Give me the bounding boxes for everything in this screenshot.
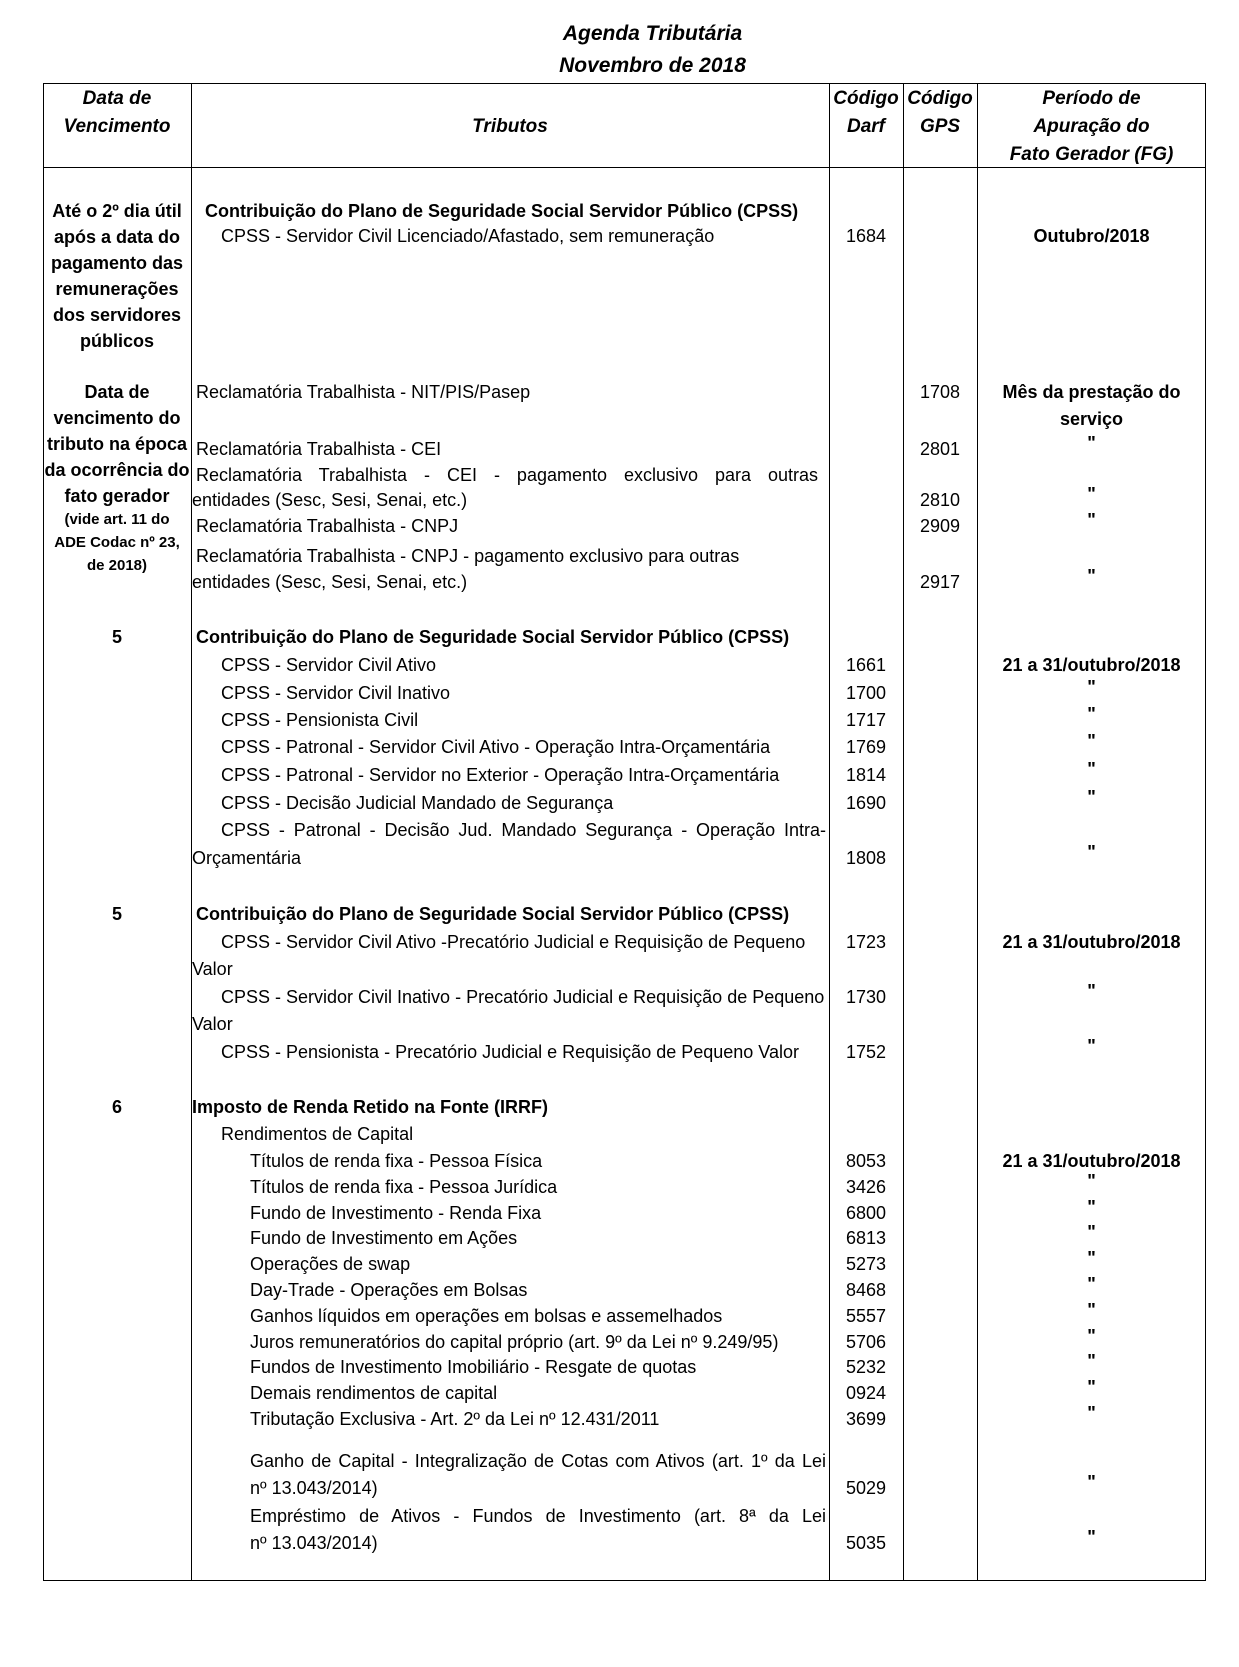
ditto-mark: " — [1087, 1377, 1096, 1397]
apuracao-period: Outubro/2018 — [1033, 226, 1150, 246]
darf-code: 1684 — [845, 226, 887, 246]
tax-description: CPSS - Pensionista - Precatório Judicial e Requisição de Pequeno Valor — [221, 1042, 799, 1062]
tax-description: Ganhos líquidos em operações em bolsas e assemelhados — [250, 1306, 723, 1326]
tax-description: CPSS - Servidor Civil Inativo - Precatório Judicial e Requisição de Pequeno — [221, 987, 825, 1007]
ditto-mark: " — [1087, 510, 1096, 530]
darf-code: 5232 — [845, 1357, 887, 1377]
ditto-mark: " — [1087, 1351, 1096, 1371]
tax-description: Day-Trade - Operações em Bolsas — [250, 1280, 528, 1300]
tax-description: Fundos de Investimento Imobiliário - Resgate de quotas — [250, 1357, 697, 1377]
due-date-cell: Data de vencimento do tributo na época da ocorrência do fato gerador — [44, 382, 190, 506]
darf-code: 5557 — [845, 1306, 887, 1326]
tax-description-cont: Valor — [192, 1014, 233, 1034]
ditto-mark: " — [1087, 1472, 1096, 1492]
section-heading: Contribuição do Plano de Seguridade Social Servidor Público (CPSS) — [196, 904, 790, 924]
darf-code: 1808 — [845, 848, 887, 868]
tax-description: CPSS - Patronal - Decisão Jud. Mandado Segurança - Operação Intra- — [221, 820, 826, 840]
apuracao-period: 21 a 31/outubro/2018 — [1002, 1151, 1181, 1171]
apuracao-period: 21 a 31/outubro/2018 — [1002, 655, 1181, 675]
darf-code: 1700 — [845, 683, 887, 703]
tax-description-cont: Orçamentária — [192, 848, 302, 868]
gps-code: 2909 — [919, 516, 961, 536]
ditto-mark: " — [1087, 842, 1096, 862]
darf-code: 1723 — [845, 932, 887, 952]
tax-description: CPSS - Patronal - Servidor no Exterior - Operação Intra-Orçamentária — [221, 765, 780, 785]
darf-code: 6813 — [845, 1228, 887, 1248]
ditto-mark: " — [1087, 759, 1096, 779]
tax-description: Demais rendimentos de capital — [250, 1383, 498, 1403]
due-date-cell: 5 — [111, 904, 122, 924]
section-heading: Contribuição do Plano de Seguridade Social Servidor Público (CPSS) — [196, 627, 790, 647]
darf-code: 5029 — [845, 1478, 887, 1498]
darf-code: 5273 — [845, 1254, 887, 1274]
header-periodo-apuracao: Período de Apuração do Fato Gerador (FG) — [1009, 88, 1174, 165]
tax-description: Títulos de renda fixa - Pessoa Jurídica — [250, 1177, 558, 1197]
gps-code: 2810 — [919, 490, 961, 510]
ditto-mark: " — [1087, 1326, 1096, 1346]
tax-description-cont: entidades (Sesc, Sesi, Senai, etc.) — [192, 490, 468, 510]
ditto-mark: " — [1087, 731, 1096, 751]
tax-description: Títulos de renda fixa - Pessoa Física — [250, 1151, 543, 1171]
ditto-mark: " — [1087, 787, 1096, 807]
ditto-mark: " — [1087, 433, 1096, 453]
subsection-heading: Rendimentos de Capital — [221, 1124, 414, 1144]
ditto-mark: " — [1087, 677, 1096, 697]
document-subtitle: Novembro de 2018 — [559, 54, 746, 77]
ditto-mark: " — [1087, 1527, 1096, 1547]
ditto-mark: " — [1087, 704, 1096, 724]
tax-description: CPSS - Pensionista Civil — [221, 710, 419, 730]
darf-code: 3699 — [845, 1409, 887, 1429]
ditto-mark: " — [1087, 1222, 1096, 1242]
tax-description: Fundo de Investimento em Ações — [250, 1228, 518, 1248]
due-date-cell: Até o 2º dia útil após a data do pagamento das remunerações dos servidores públicos — [50, 201, 184, 351]
tax-description: Reclamatória Trabalhista - CEI — [196, 439, 442, 459]
header-tributos: Tributos — [472, 116, 548, 137]
ditto-mark: " — [1087, 484, 1096, 504]
header-due-date: Data de Vencimento — [63, 88, 171, 137]
document-title: Agenda Tributária — [562, 22, 743, 45]
darf-code: 1752 — [845, 1042, 887, 1062]
tax-description: Juros remuneratórios do capital próprio (art. 9º da Lei nº 9.249/95) — [250, 1332, 779, 1352]
tax-description: Fundo de Investimento - Renda Fixa — [250, 1203, 542, 1223]
tax-description: CPSS - Patronal - Servidor Civil Ativo - Operação Intra-Orçamentária — [221, 737, 771, 757]
darf-code: 8053 — [845, 1151, 887, 1171]
gps-code: 2801 — [919, 439, 961, 459]
tax-description: CPSS - Servidor Civil Inativo — [221, 683, 451, 703]
column-divider — [903, 83, 904, 1581]
darf-code: 5706 — [845, 1332, 887, 1352]
tax-description: Empréstimo de Ativos - Fundos de Investimento (art. 8ª da Lei — [250, 1506, 826, 1526]
darf-code: 0924 — [845, 1383, 887, 1403]
darf-code: 8468 — [845, 1280, 887, 1300]
tax-description: Reclamatória Trabalhista - NIT/PIS/Pasep — [196, 382, 531, 402]
column-divider — [191, 83, 192, 1581]
darf-code: 1814 — [845, 765, 887, 785]
tax-description-cont: nº 13.043/2014) — [250, 1478, 378, 1498]
tax-description: CPSS - Servidor Civil Ativo — [221, 655, 437, 675]
tax-description: CPSS - Servidor Civil Ativo -Precatório Judicial e Requisição de Pequeno — [221, 932, 806, 952]
tax-description-cont: Valor — [192, 959, 233, 979]
tax-description-cont: entidades (Sesc, Sesi, Senai, etc.) — [192, 572, 468, 592]
darf-code: 1769 — [845, 737, 887, 757]
gps-code: 2917 — [919, 572, 961, 592]
header-codigo-darf: Código Darf — [833, 88, 899, 137]
ditto-mark: " — [1087, 981, 1096, 1001]
darf-code: 6800 — [845, 1203, 887, 1223]
ditto-mark: " — [1087, 1171, 1096, 1191]
tax-description: Tributação Exclusiva - Art. 2º da Lei nº 12.431/2011 — [250, 1409, 660, 1429]
darf-code: 3426 — [845, 1177, 887, 1197]
ditto-mark: " — [1087, 1403, 1096, 1423]
tax-description: Operações de swap — [250, 1254, 411, 1274]
ditto-mark: " — [1087, 1300, 1096, 1320]
ditto-mark: " — [1087, 1248, 1096, 1268]
tax-description: Reclamatória Trabalhista - CNPJ — [196, 516, 459, 536]
due-date-cell: 5 — [111, 627, 122, 647]
ditto-mark: " — [1087, 1274, 1096, 1294]
darf-code: 1717 — [845, 710, 887, 730]
section-heading: Contribuição do Plano de Seguridade Social Servidor Público (CPSS) — [205, 201, 799, 221]
darf-code: 5035 — [845, 1533, 887, 1553]
tax-description: Reclamatória Trabalhista - CNPJ - pagamento exclusivo para outras — [196, 546, 740, 566]
tax-description: CPSS - Decisão Judicial Mandado de Segurança — [221, 793, 614, 813]
ditto-mark: " — [1087, 566, 1096, 586]
gps-code: 1708 — [919, 382, 961, 402]
darf-code: 1730 — [845, 987, 887, 1007]
header-codigo-gps: Código GPS — [907, 88, 973, 137]
ditto-mark: " — [1087, 1036, 1096, 1056]
due-date-note: (vide art. 11 do ADE Codac nº 23, de 2018) — [54, 511, 180, 574]
darf-code: 1690 — [845, 793, 887, 813]
tax-description: Ganho de Capital - Integralização de Cotas com Ativos (art. 1º da Lei — [250, 1451, 826, 1471]
tax-description: CPSS - Servidor Civil Licenciado/Afastado, sem remuneração — [221, 226, 715, 246]
tax-description-cont: nº 13.043/2014) — [250, 1533, 378, 1553]
due-date-cell: 6 — [111, 1097, 122, 1117]
apuracao-period: 21 a 31/outubro/2018 — [1002, 932, 1181, 952]
darf-code: 1661 — [845, 655, 887, 675]
section-heading: Imposto de Renda Retido na Fonte (IRRF) — [192, 1097, 548, 1117]
apuracao-period: Mês da prestação do serviço — [1002, 382, 1181, 429]
tax-description: Reclamatória Trabalhista - CEI - pagamento exclusivo para outras — [196, 465, 818, 485]
ditto-mark: " — [1087, 1197, 1096, 1217]
